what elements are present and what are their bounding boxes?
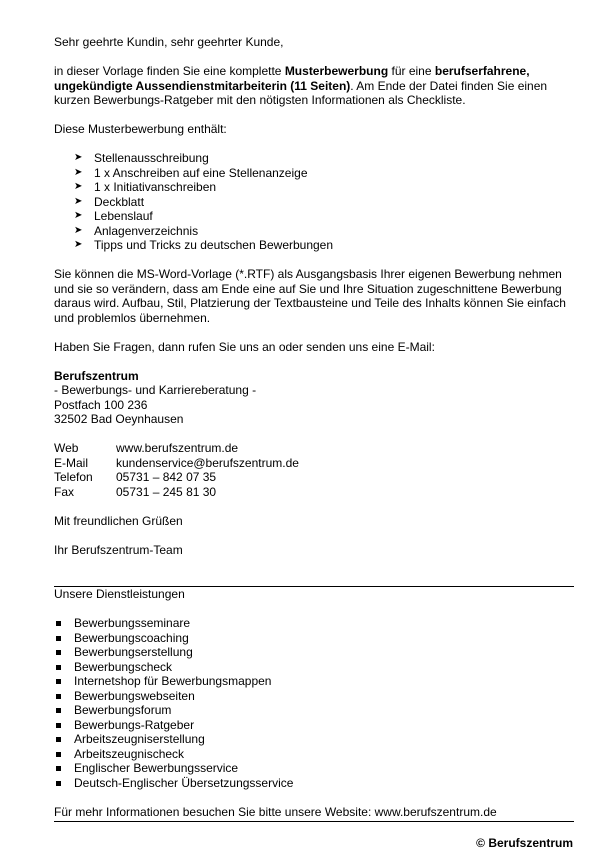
- contents-list: [54, 151, 574, 253]
- services-divider: [54, 586, 574, 602]
- contact-email-value[interactable]: kundenservice@berufszentrum.de: [116, 455, 299, 470]
- intro-text-3: . Am Ende der Datei finden Sie einen kurzen Bewerbungs-Ratgeber mit den nötigsten Informationen als Checkliste.: [54, 78, 548, 107]
- list-item: Bewerbungsseminare: [54, 616, 574, 631]
- contact-row-fax: [54, 485, 299, 500]
- list-item: Bewerbungsforum: [54, 703, 574, 718]
- list-item: Arbeitszeugniserstellung: [54, 732, 574, 747]
- list-item: ➤ Tipps und Tricks zu deutschen Bewerbungen: [54, 238, 574, 253]
- closing: Mit freundlichen Grüßen: [54, 513, 183, 528]
- list-item: ➤ Stellenausschreibung: [54, 151, 574, 166]
- intro-bold-1: Musterbewerbung: [284, 64, 389, 78]
- contact-row-web: [54, 441, 299, 456]
- list-item: Arbeitszeugnischeck: [54, 747, 574, 762]
- list-item: Deutsch-Englischer Übersetzungsservice: [54, 776, 574, 791]
- contact-label: Fax: [54, 484, 75, 499]
- list-item: Internetshop für Bewerbungsmappen: [54, 674, 574, 689]
- contact-label: Telefon: [54, 470, 93, 484]
- contact-row-phone: [54, 470, 299, 485]
- intro-paragraph: [54, 64, 574, 108]
- services-list: [54, 616, 574, 790]
- greeting: Sehr geehrte Kundin, sehr geehrter Kunde,: [54, 35, 284, 49]
- list-item: Bewerbungs-Ratgeber: [54, 718, 574, 733]
- list-item: ➤ 1 x Anschreiben auf eine Stellenanzeige: [54, 166, 574, 181]
- list-item: ➤ Deckblatt: [54, 195, 574, 210]
- list-item: ➤ 1 x Initiativanschreiben: [54, 180, 574, 195]
- list-item: Bewerbungscheck: [54, 660, 574, 675]
- list-item: Bewerbungscoaching: [54, 631, 574, 646]
- list-item: Bewerbungswebseiten: [54, 689, 574, 704]
- contact-fax-value: 05731 – 245 81 30: [116, 484, 217, 499]
- contact-row-email: [54, 456, 299, 471]
- contact-table: [54, 441, 299, 499]
- footer-website-note: Für mehr Informationen besuchen Sie bitte unsere Website: www.berufszentrum.de: [54, 805, 574, 823]
- document-page: [54, 35, 574, 822]
- company-subtitle: - Bewerbungs- und Karriereberatung -: [54, 383, 257, 397]
- address-city: 32502 Bad Oeynhausen: [54, 412, 184, 426]
- intro-text-2: für eine: [388, 64, 435, 78]
- contact-label: E-Mail: [54, 455, 89, 470]
- copyright-notice: © Berufszentrum: [476, 836, 573, 850]
- contact-web-value[interactable]: www.berufszentrum.de: [116, 441, 239, 455]
- list-item: Bewerbungserstellung: [54, 645, 574, 660]
- services-heading: Unsere Dienstleistungen: [54, 587, 185, 601]
- word-info-paragraph: Sie können die MS-Word-Vorlage (*.RTF) als Ausgangsbasis Ihrer eigenen Bewerbung nehmen und sie so verändern, dass am Ende eine auf Sie und Ihre Situation zugeschnittene Bewerbung daraus wird. Aufbau, Stil, Platzierung der Textbausteine und Teile des Inhalts können Sie einfach und problemlos übernehmen.: [54, 267, 566, 325]
- signature: Ihr Berufszentrum-Team: [54, 542, 183, 557]
- questions-paragraph: Haben Sie Fragen, dann rufen Sie uns an oder senden uns eine E-Mail:: [54, 339, 435, 354]
- address-block: [54, 369, 574, 427]
- list-item: ➤ Lebenslauf: [54, 209, 574, 224]
- company-name: Berufszentrum: [54, 368, 139, 383]
- list-item: ➤ Anlagenverzeichnis: [54, 224, 574, 239]
- contact-phone-value: 05731 – 842 07 35: [116, 470, 217, 484]
- list-item: Englischer Bewerbungsservice: [54, 761, 574, 776]
- contents-heading: Diese Musterbewerbung enthält:: [54, 122, 227, 136]
- address-street: Postfach 100 236: [54, 397, 148, 412]
- intro-text-1: in dieser Vorlage finden Sie eine komplette: [54, 64, 285, 78]
- intro-bold-2: berufserfahrene, ungekündigte Aussendienstmitarbeiterin (11 Seiten): [54, 64, 530, 93]
- contact-label: Web: [54, 441, 79, 455]
